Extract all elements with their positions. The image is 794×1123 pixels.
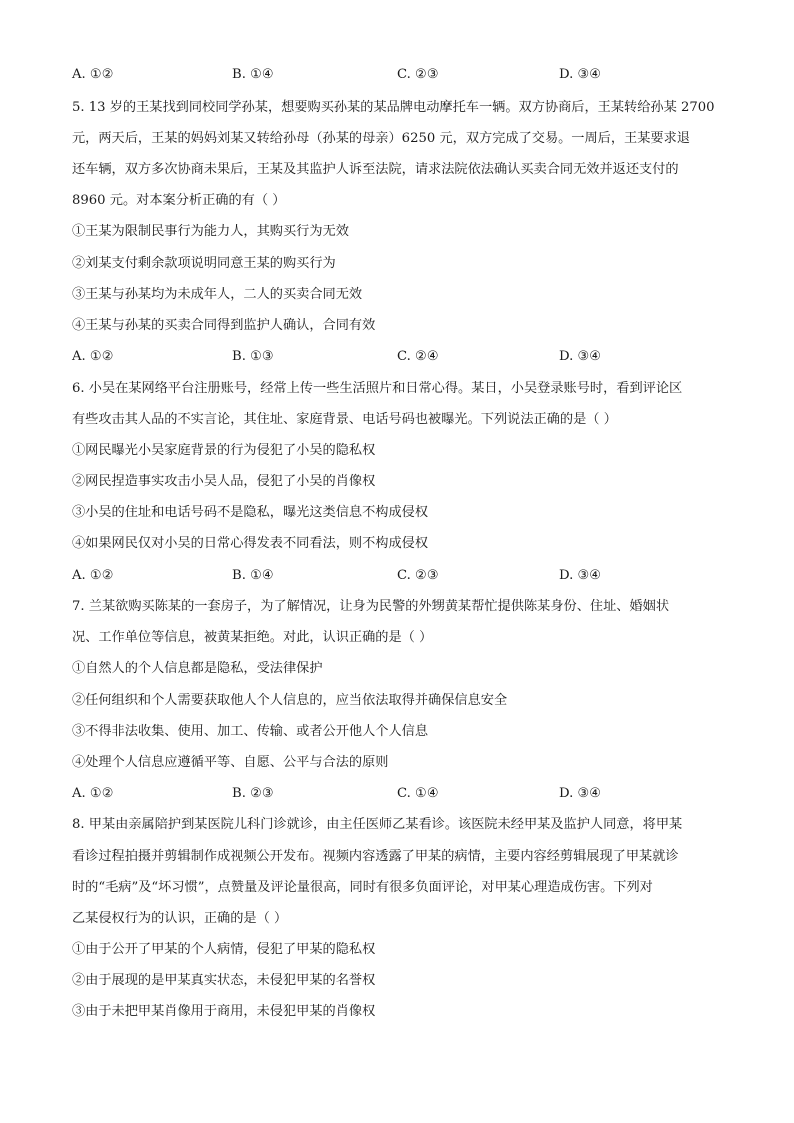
question-stem-line: 有些攻击其人品的不实言论，其住址、家庭背景、电话号码也被曝光。下列说法正确的是（ ） [72,412,617,427]
statement-item: ②网民捏造事实攻击小吴人品，侵犯了小吴的肖像权 [72,474,376,489]
statement-item: ①自然人的个人信息都是隐私，受法律保护 [72,661,323,676]
statement-item: ③王某与孙某均为未成年人，二人的买卖合同无效 [72,287,363,302]
option-a: A. ①② [72,568,114,583]
answer-options [72,785,722,803]
option-d: D. ③④ [559,67,602,82]
question-stem-line: 5. 13 岁的王某找到同校同学孙某，想要购买孙某的某品牌电动摩托车一辆。双方协商后，王某转给孙某 2700 [72,100,715,115]
option-a: A. ①② [72,786,114,801]
question-stem-line: 元，两天后，王某的妈妈刘某又转给孙母（孙某的母亲）6250 元，双方完成了交易。一周后，王某要求退 [72,131,690,146]
answer-options [72,567,722,585]
option-a: A. ①② [72,349,114,364]
question-stem-line: 7. 兰某欲购买陈某的一套房子，为了解情况，让身为民警的外甥黄某帮忙提供陈某身份、住址、婚姻状 [72,599,670,614]
question-stem-line: 况、工作单位等信息，被黄某拒绝。对此，认识正确的是（ ） [72,630,433,645]
question-stem-line: 还车辆，双方多次协商未果后，王某及其监护人诉至法院，请求法院依法确认买卖合同无效并返还支付的 [72,162,679,177]
option-c: C. ②④ [397,349,439,364]
option-c: C. ②③ [397,568,439,583]
option-b: B. ②③ [232,786,274,801]
question-stem-line: 8. 甲某由亲属陪护到某医院儿科门诊就诊，由主任医师乙某看诊。该医院未经甲某及监护人同意，将甲某 [72,817,683,832]
statement-item: ①由于公开了甲某的个人病情，侵犯了甲某的隐私权 [72,942,376,957]
question-stem-line: 看诊过程拍摄并剪辑制作成视频公开发布。视频内容透露了甲某的病情，主要内容经剪辑展现了甲某就诊 [72,849,679,864]
statement-item: ③由于未把甲某肖像用于商用，未侵犯甲某的肖像权 [72,1004,376,1019]
option-d: D. ③④ [559,786,602,801]
statement-item: ④处理个人信息应遵循平等、自愿、公平与合法的原则 [72,755,389,770]
question-stem-line: 6. 小吴在某网络平台注册账号，经常上传一些生活照片和日常心得。某日，小吴登录账号时，看到评论区 [72,381,683,396]
statement-item: ④如果网民仅对小吴的日常心得发表不同看法，则不构成侵权 [72,536,429,551]
question-stem-line: 8960 元。对本案分析正确的有（ ） [72,193,286,208]
question-stem-line: 时的“毛病”及“坏习惯”，点赞量及评论量很高，同时有很多负面评论，对甲某心理造成伤害。下列对 [72,880,653,895]
option-d: D. ③④ [559,568,602,583]
question-stem-line: 乙某侵权行为的认识，正确的是（ ） [72,911,288,926]
option-c: C. ②③ [397,67,439,82]
option-a: A. ①② [72,67,114,82]
statement-item: ②由于展现的是甲某真实状态，未侵犯甲某的名誉权 [72,973,376,988]
answer-options-q4 [72,66,722,84]
option-d: D. ③④ [559,349,602,364]
statement-item: ②刘某支付剩余款项说明同意王某的购买行为 [72,256,336,271]
statement-item: ③不得非法收集、使用、加工、传输、或者公开他人个人信息 [72,724,429,739]
option-b: B. ①③ [232,349,274,364]
option-c: C. ①④ [397,786,439,801]
statement-item: ①网民曝光小吴家庭背景的行为侵犯了小吴的隐私权 [72,443,376,458]
statement-item: ①王某为限制民事行为能力人，其购买行为无效 [72,224,349,239]
option-b: B. ①④ [232,568,274,583]
answer-options [72,348,722,366]
statement-item: ④王某与孙某的买卖合同得到监护人确认，合同有效 [72,318,376,333]
statement-item: ③小吴的住址和电话号码不是隐私，曝光这类信息不构成侵权 [72,505,429,520]
option-b: B. ①④ [232,67,274,82]
statement-item: ②任何组织和个人需要获取他人个人信息的，应当依法取得并确保信息安全 [72,693,508,708]
